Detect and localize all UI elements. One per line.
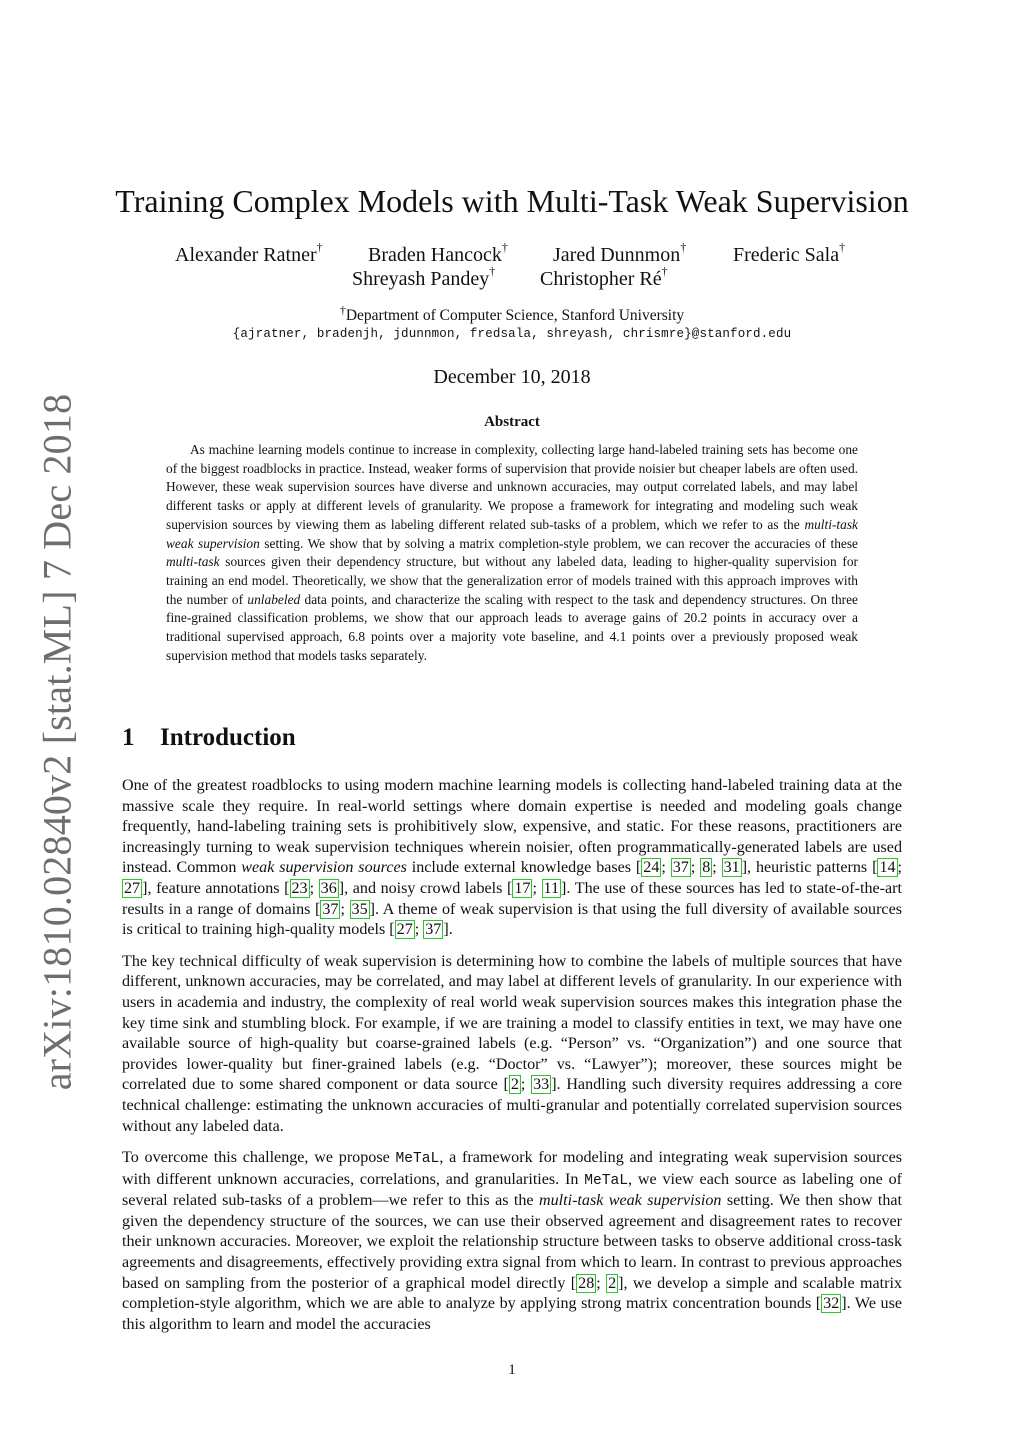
paragraph: To overcome this challenge, we propose MeTaL, a framework for modeling and integrating weak supervision sources with different unknown accuracies, correlations, and granularities. In MeTaL, we view each source as labeling one of several related sub-tasks of a problem—we refer to this as the multi-task weak supervision setting. We then show that given the dependency structure of the sources, we can use their observed agreement and disagreement rates to recover their unknown accuracies. Moreover, we exploit the relationship structure between tasks to observe additional cross-task agreements and disagreements, effectively providing extra signal from which to learn. In contrast to previous approaches based on sampling from the posterior of a graphical model directly [ 28 ; 2 ], we develop a simple and scalable matrix completion-style algorithm, which we are able to analyze by applying strong matrix concentration bounds [ 32 ]. We use this algorithm to learn and model the accuracies	[122, 1149, 903, 1333]
page-number: 1	[508, 1362, 516, 1378]
author: Frederic Sala†	[733, 240, 846, 266]
citation-link[interactable]: 11	[543, 879, 560, 897]
citation-link[interactable]: 2	[608, 1274, 617, 1292]
citation-link[interactable]: 33	[533, 1076, 550, 1094]
abstract-heading: Abstract	[484, 414, 540, 430]
paragraph: The key technical difficulty of weak supervision is determining how to combine the labels of multiple sources that have different, unknown accuracies, may be correlated, and may label at different levels of granularity. In our experience with users in academia and industry, the complexity of real world weak supervision sources makes this integration phase the key time sink and stumbling block. For example, if we are training a model to classify entities in text, we may have one available source of high-quality but coarse-grained labels (e.g. “Person” vs. “Organization”) and one source that provides lower-quality but finer-grained labels (e.g. “Doctor” vs. “Lawyer”); moreover, these sources might be correlated due to some shared component or data source [ 2 ; 33 ]. Handling such diversity requires addressing a core technical challenge: estimating the unknown accuracies of multi-granular and potentially correlated supervision sources without any labeled data.	[122, 952, 902, 1135]
citation-link[interactable]: 35	[351, 900, 368, 918]
citation-link[interactable]: 36	[320, 879, 337, 897]
citation-link[interactable]: 17	[514, 879, 531, 897]
paper-title: Training Complex Models with Multi-Task Weak Supervision	[115, 183, 909, 219]
abstract-text: As machine learning models continue to increase in complexity, collecting large hand-labeled training sets has become one of the biggest roadblocks in practice. Instead, weaker forms of supervision that provide noisier but cheaper labels are often used. However, these weak supervision sources have diverse and unknown accuracies, may output correlated labels, and may label different tasks or apply at different levels of granularity. We propose a framework for integrating and modeling such weak supervision sources by viewing them as labeling different related sub-tasks of a problem, which we refer to as the multi-task weak supervision setting. We show that by solving a matrix completion-style problem, we can recover the accuracies of these multi-task sources given their dependency structure, but without any labeled data, leading to higher-quality supervision for training an end model. Theoretically, we show that the generalization error of models trained with this approach improves with the number of unlabeled data points, and characterize the scaling with respect to the task and dependency structures. On three fine-grained classification problems, we show that our approach leads to average gains of 20.2 points in accuracy over a traditional supervised approach, 6.8 points over a majority vote baseline, and 4.1 points over a previously proposed weak supervision method that models tasks separately.	[166, 442, 858, 663]
paragraph: One of the greatest roadblocks to using modern machine learning models is collecting hand-labeled training data at the massive scale they require. In real-world settings where domain expertise is needed and modeling goals change frequently, hand-labeling training sets is prohibitively slow, expensive, and static. For these reasons, practitioners are increasingly turning to weak supervision techniques wherein noisier, often programmatically-generated labels are used instead. Common weak supervision sources include external knowledge bases [ 24 ; 37 ; 8 ; 31 ], heuristic patterns [ 14 ; 27 ], feature annotations [ 23 ; 36 ], and noisy crowd labels [ 17 ; 11 ]. The use of these sources has led to state-of-the-art results in a range of domains [ 37 ; 35 ]. A theme of weak supervision is that using the full diversity of available sources is critical to training high-quality models [ 27 ; 37 ].	[122, 777, 903, 939]
section-heading-introduction: 1 Introduction	[122, 724, 296, 751]
citation-link[interactable]: 37	[425, 921, 442, 939]
citation-link[interactable]: 31	[723, 859, 740, 877]
author: Alexander Ratner†	[175, 240, 323, 266]
arxiv-identifier-stamp: arXiv:1810.02840v2 [stat.ML] 7 Dec 2018	[34, 393, 80, 1091]
author: Shreyash Pandey†	[352, 264, 496, 290]
author: Christopher Ré†	[540, 264, 668, 290]
author: Braden Hancock†	[368, 240, 508, 266]
citation-link[interactable]: 27	[124, 879, 141, 897]
citation-link[interactable]: 37	[322, 900, 339, 918]
citation-link[interactable]: 23	[291, 879, 308, 897]
author-emails: {ajratner, bradenjh, jdunnmon, fredsala, shreyash, chrismre}@stanford.edu	[232, 327, 792, 341]
citation-link[interactable]: 28	[578, 1274, 595, 1292]
citation-link[interactable]: 37	[672, 859, 689, 877]
citation-link[interactable]: 2	[510, 1076, 519, 1094]
citation-link[interactable]: 14	[879, 859, 896, 877]
affiliation: †Department of Computer Science, Stanford University	[339, 303, 685, 324]
citation-link[interactable]: 24	[643, 859, 660, 877]
citation-link[interactable]: 8	[702, 859, 711, 877]
citation-link[interactable]: 32	[823, 1295, 840, 1313]
introduction-body	[122, 776, 902, 1346]
author: Jared Dunnmon†	[553, 240, 687, 266]
publication-date: December 10, 2018	[433, 366, 591, 388]
citation-link[interactable]: 27	[396, 921, 413, 939]
